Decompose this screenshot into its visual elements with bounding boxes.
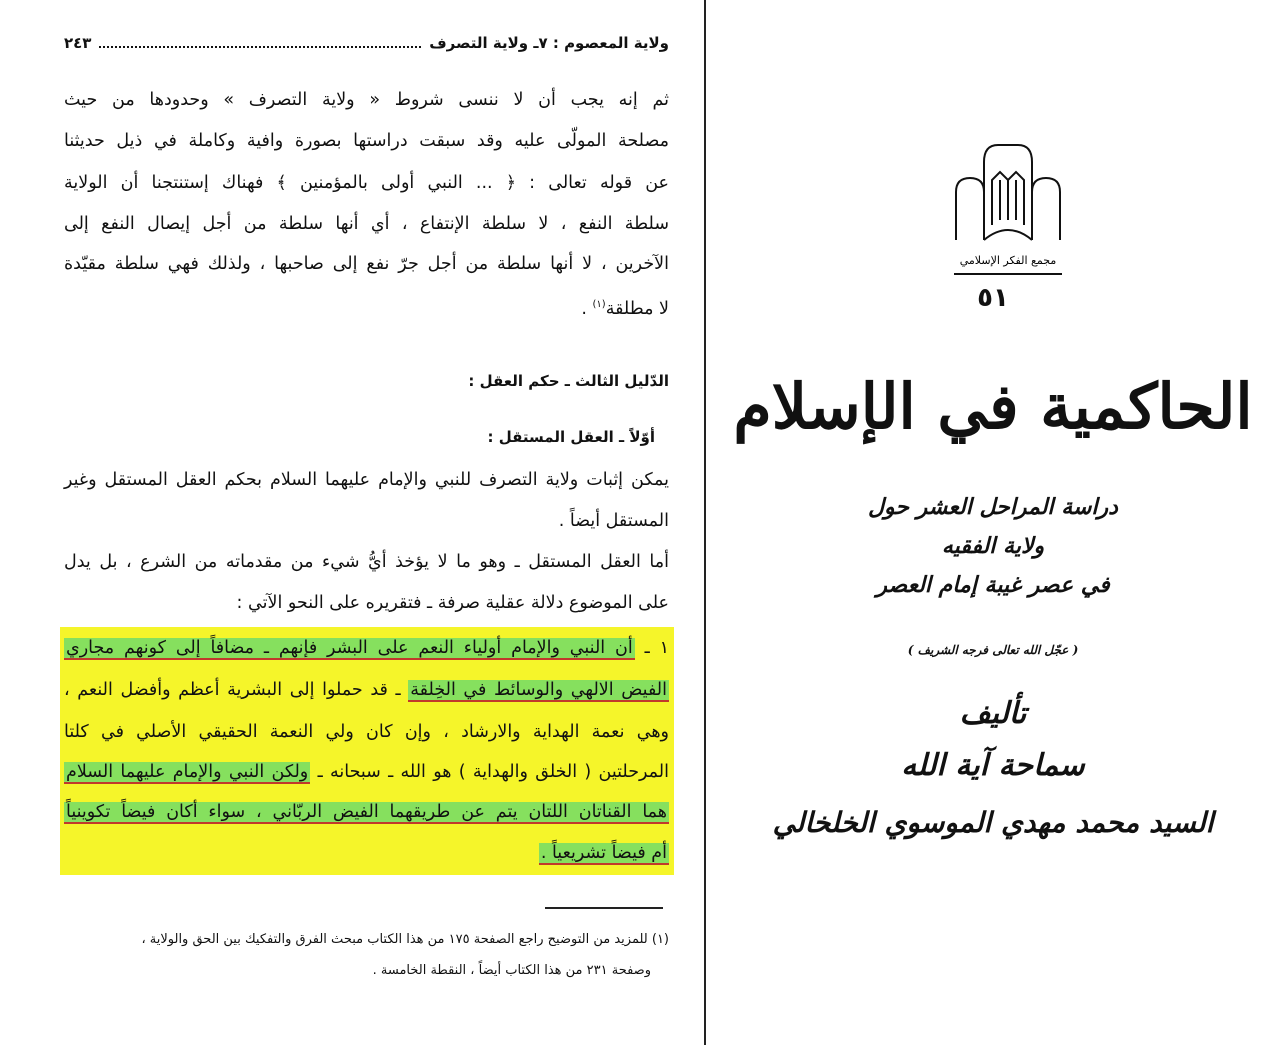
subtitle-line: ( عجّل الله تعالى فرجه الشريف ) (907, 643, 1079, 657)
highlighted-line (64, 758, 669, 786)
paragraph-line: ثم إنه يجب أن لا ننسى شروط « ولاية التصرف » وحدودها من حيث (64, 90, 669, 110)
green-highlight: ولكن النبي والإمام عليهما السلام (66, 762, 309, 782)
author-title: سماحة آية الله (901, 748, 1085, 783)
paragraph-line: سلطة النفع ، لا سلطة الإنتفاع ، أي أنها سلطة من أجل إيصال النفع إلى (64, 214, 669, 234)
publisher-logo-icon (952, 140, 1064, 280)
subtitle-line: في عصر غيبة إمام العصر (876, 572, 1110, 598)
paragraph-line: المستقل أيضاً . (558, 511, 669, 531)
paragraph-line: يمكن إثبات ولاية التصرف للنبي والإمام عليهما السلام بحكم العقل المستقل وغير (64, 470, 669, 490)
paragraph-line: أما العقل المستقل ـ وهو ما لا يؤخذ أيُّ شيء من مقدماته من الشرع ، بل يدل (64, 552, 669, 572)
leader-dots (99, 38, 421, 48)
text: لا مطلقة (605, 298, 669, 319)
highlighted-line (64, 634, 669, 662)
green-highlight: هما القناتان اللتان يتم عن طريقهما الفيض الربّاني ، سواء أكان فيضاً تكوينياً (66, 802, 667, 822)
right-title-page (706, 0, 1280, 1045)
green-highlight: الفيض الالهي والوسائط في الخِلقة (410, 680, 668, 700)
series-number: ٥١ (977, 283, 1009, 313)
logo-text: مجمع الفكر الإسلامي (959, 254, 1057, 267)
list-number: ١ ـ (634, 638, 669, 658)
paragraph-line: على الموضوع دلالة عقلية صرفة ـ فتقريره على النحو الآتي : (236, 593, 669, 613)
page-number: ٢٤٣ (64, 34, 92, 52)
highlighted-line (64, 798, 669, 826)
book-title: الحاكمية في الإسلام (733, 370, 1253, 443)
authored-by: تأليف (959, 696, 1027, 731)
yellow-highlight-box (60, 627, 674, 875)
paragraph-line: عن قوله تعالى : ﴿ ... النبي أولى بالمؤمنين ﴾ فهناك إستنتجنا أن الولاية (64, 173, 669, 193)
paragraph-line: الآخرين ، لا أنها سلطة من أجل جرّ نفع إلى صاحبها ، ولذلك فهي سلطة مقيّدة (64, 254, 669, 274)
green-highlight: أن النبي والإمام أولياء النعم على البشر فإنهم ـ مضافاً إلى كونهم مجاري (66, 638, 633, 658)
running-title: ولاية المعصوم : ٧ـ ولاية التصرف (429, 34, 669, 52)
footnote-separator (545, 907, 663, 909)
running-header (64, 34, 669, 52)
paragraph-line: مصلحة المولّى عليه وقد سبقت دراستها بصورة وافية وكاملة في ذيل حديثنا (64, 131, 669, 151)
green-highlight: أم فيضاً تشريعياً . (540, 843, 667, 863)
text: . (581, 298, 593, 319)
highlighted-line (64, 676, 669, 704)
section-heading: الدّليل الثالث ـ حكم العقل : (468, 372, 669, 390)
subsection-heading: أوّلاً ـ العقل المستقل : (487, 428, 655, 446)
footnote-line: وصفحة ٢٣١ من هذا الكتاب أيضاً ، النقطة الخامسة . (372, 963, 651, 978)
paragraph-line (64, 291, 669, 323)
subtitle-line: دراسة المراحل العشر حول (868, 494, 1118, 520)
footnote-line: (١) للمزيد من التوضيح راجع الصفحة ١٧٥ من هذا الكتاب مبحث الفرق والتفكيك بين الحق والولاية ، (141, 932, 669, 947)
highlighted-line (64, 839, 669, 867)
text: ـ قد حملوا إلى البشرية أعظم وأفضل النعم ، (64, 680, 409, 700)
footnote-ref[interactable]: (١) (592, 299, 606, 310)
text: المرحلتين ( الخلق والهداية ) هو الله ـ سبحانه ـ (310, 762, 669, 782)
subtitle-line: ولاية الفقيه (941, 533, 1045, 559)
highlighted-line: وهي نعمة الهداية والارشاد ، وإن كان ولي النعمة الحقيقي الأصلي في كلتا (64, 722, 669, 742)
author-name: السيد محمد مهدي الموسوي الخلخالي (772, 806, 1214, 839)
